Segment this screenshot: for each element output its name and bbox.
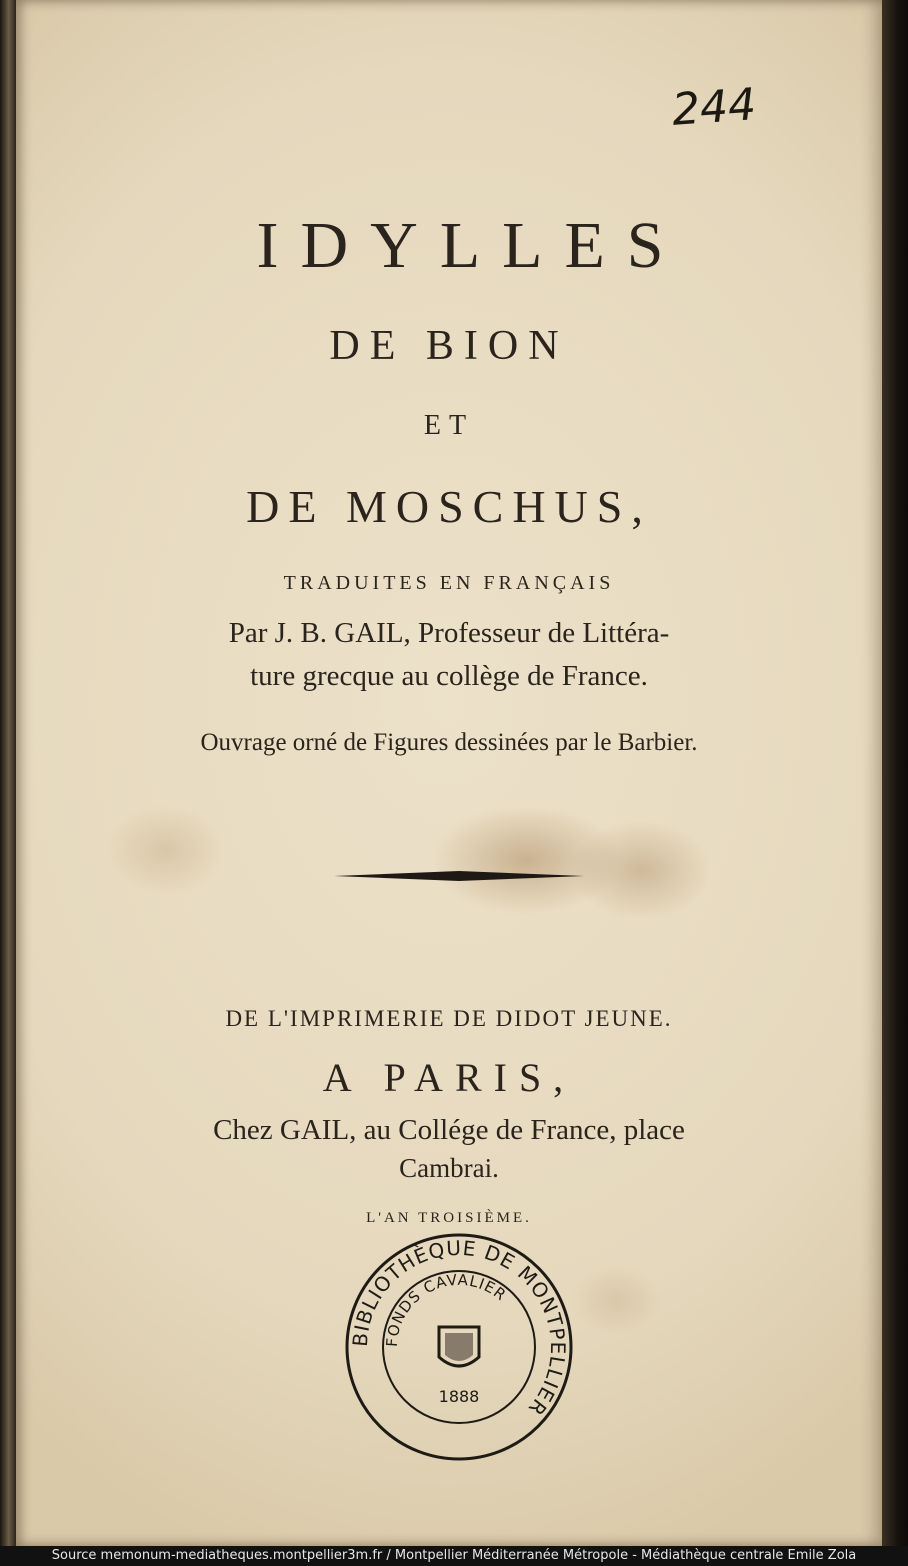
- title-de-bion: DE BION: [329, 323, 569, 369]
- stamp-year: 1888: [438, 1387, 480, 1406]
- stamp-inner-text: FONDS CAVALIER: [382, 1270, 510, 1348]
- subtitle-traduites: TRADUITES EN FRANÇAIS: [283, 572, 615, 594]
- illustrations-note: Ouvrage orné de Figures dessinées par le Barbier.: [200, 729, 698, 756]
- title-page: [16, 0, 882, 1546]
- title-et: ET: [423, 410, 475, 441]
- source-footer: Source memonum-mediatheques.montpellier3m.fr / Montpellier Méditerranée Métropole - Médiathèque centrale Emile Zola: [0, 1546, 908, 1566]
- handwritten-shelfmark: 244: [670, 79, 758, 136]
- stamp-outer-text: BIBLIOTHÈQUE DE MONTPELLIER: [347, 1235, 571, 1421]
- ornamental-rule: [334, 866, 584, 886]
- title-idylles: IDYLLES: [256, 209, 686, 282]
- translator-line-1: Par J. B. GAIL, Professeur de Littéra-: [228, 617, 670, 649]
- publisher-line-2: Cambrai.: [399, 1153, 499, 1183]
- place-paris: A PARIS,: [322, 1055, 576, 1100]
- date-line: L'AN TROISIÈME.: [366, 1210, 532, 1226]
- title-de-moschus: DE MOSCHUS,: [246, 481, 652, 532]
- library-stamp: [342, 1230, 576, 1464]
- translator-line-2: ture grecque au collège de France.: [250, 660, 648, 692]
- publisher-line-1: Chez GAIL, au Collége de France, place: [213, 1114, 685, 1146]
- printer-line: DE L'IMPRIMERIE DE DIDOT JEUNE.: [225, 1006, 673, 1031]
- adjacent-page-edge: [0, 0, 16, 1546]
